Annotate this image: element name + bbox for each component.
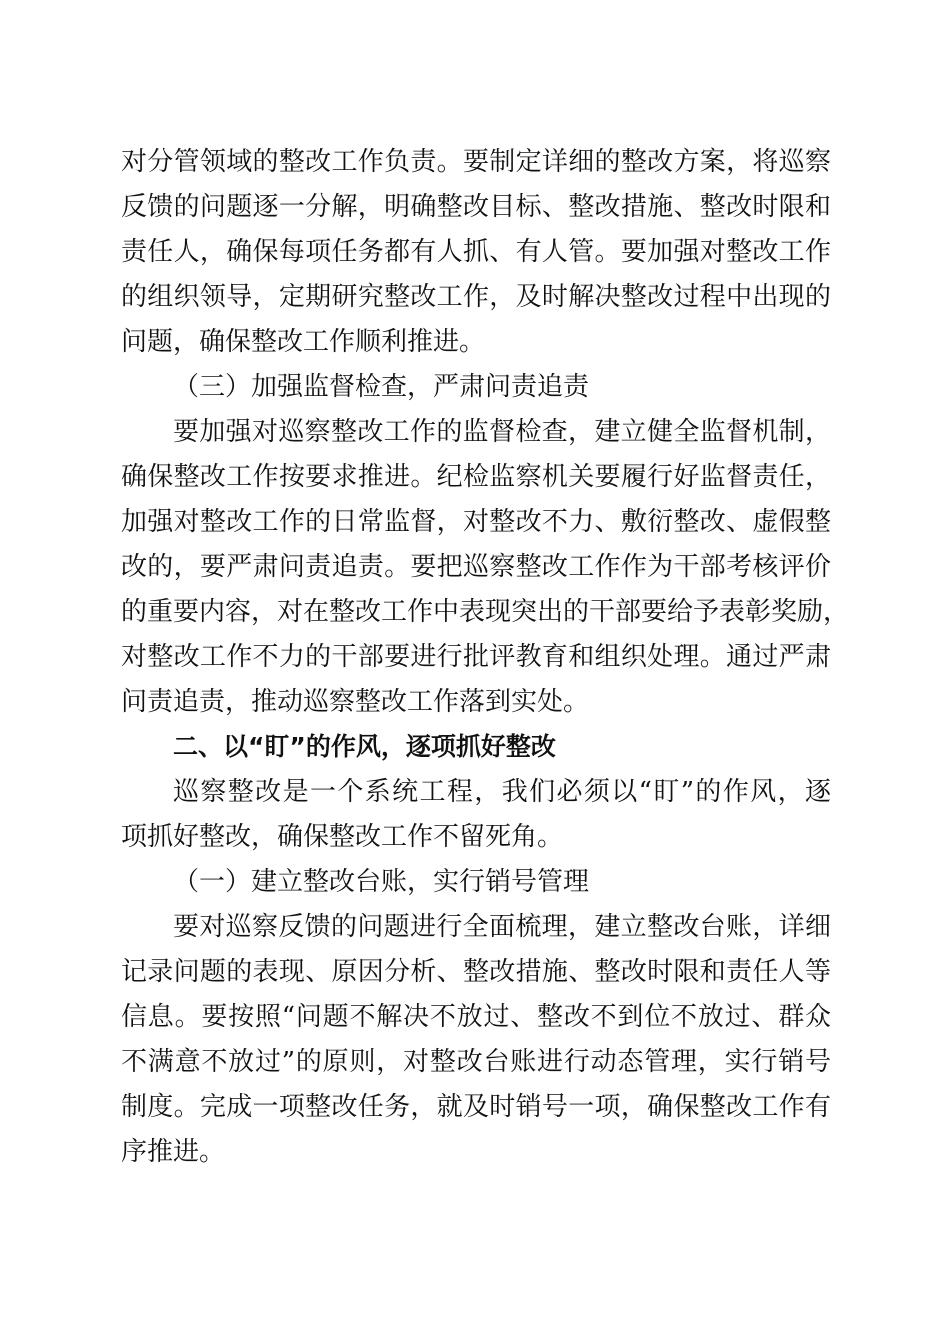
body-text-line: 改的，要严肃问责追责。要把巡察整改工作作为干部考核评价: [121, 552, 831, 582]
body-text-line: 确保整改工作按要求推进。纪检监察机关要履行好监督责任，: [121, 462, 831, 492]
body-text-line: 不满意不放过”的原则，对整改台账进行动态管理，实行销号: [121, 1047, 831, 1077]
body-text-line: 对分管领域的整改工作负责。要制定详细的整改方案，将巡察: [121, 147, 831, 177]
paragraph-first-line: 要对巡察反馈的问题进行全面梳理，建立整改台账，详细: [173, 912, 831, 942]
subsection-heading-three: （三）加强监督检查，严肃问责追责: [173, 372, 590, 402]
subsection-heading-one: （一）建立整改台账，实行销号管理: [173, 867, 590, 897]
paragraph-first-line: 要加强对巡察整改工作的监督检查，建立健全监督机制，: [173, 417, 831, 447]
body-text-line: 责任人，确保每项任务都有人抓、有人管。要加强对整改工作: [121, 237, 831, 267]
body-text-line: 问责追责，推动巡察整改工作落到实处。: [121, 687, 590, 717]
body-text-line: 的组织领导，定期研究整改工作，及时解决整改过程中出现的: [121, 282, 831, 312]
body-text-line: 项抓好整改，确保整改工作不留死角。: [121, 822, 564, 852]
body-text-line: 制度。完成一项整改任务，就及时销号一项，确保整改工作有: [121, 1092, 831, 1122]
body-text-line: 反馈的问题逐一分解，明确整改目标、整改措施、整改时限和: [121, 192, 831, 222]
body-text-line: 加强对整改工作的日常监督，对整改不力、敷衍整改、虚假整: [121, 507, 831, 537]
body-text-line: 序推进。: [121, 1137, 226, 1167]
body-text-line: 对整改工作不力的干部要进行批评教育和组织处理。通过严肃: [121, 642, 831, 672]
body-text-line: 问题，确保整改工作顺利推进。: [121, 327, 486, 357]
body-text-line: 记录问题的表现、原因分析、整改措施、整改时限和责任人等: [121, 957, 831, 987]
body-text-line: 信息。要按照“问题不解决不放过、整改不到位不放过、群众: [121, 1002, 831, 1032]
paragraph-first-line: 巡察整改是一个系统工程，我们必须以“盯”的作风，逐: [173, 777, 831, 807]
section-heading-two: 二、以“盯”的作风，逐项抓好整改: [173, 732, 556, 761]
body-text-line: 的重要内容，对在整改工作中表现突出的干部要给予表彰奖励，: [121, 597, 850, 627]
